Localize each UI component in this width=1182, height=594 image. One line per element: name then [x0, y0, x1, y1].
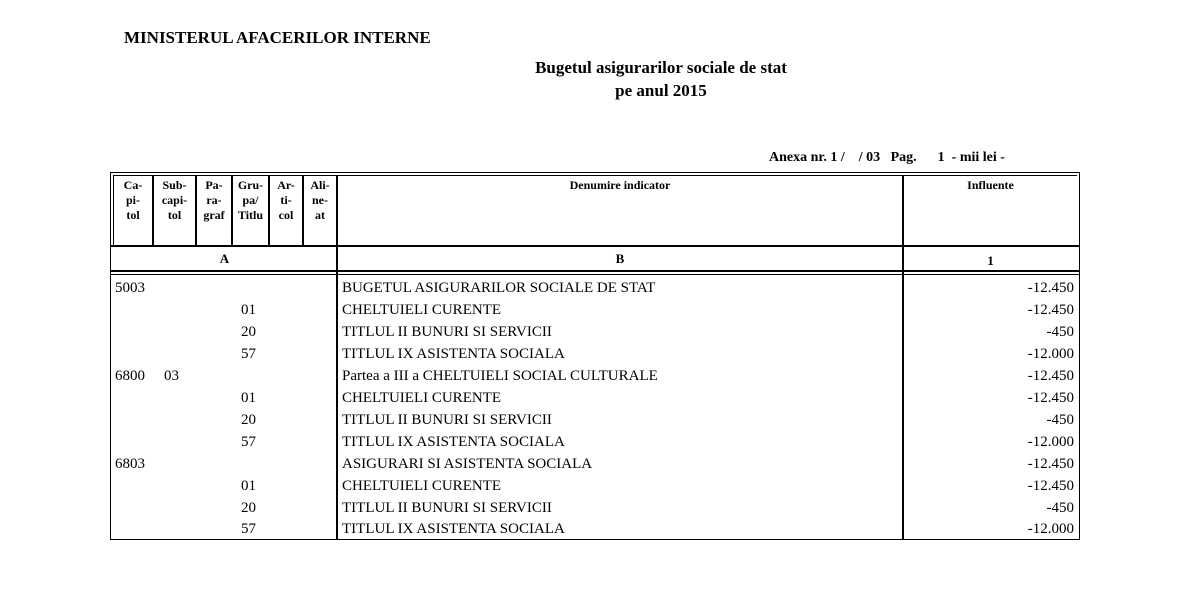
table-row	[0, 478, 1182, 500]
cell-indicator: CHELTUIELI CURENTE	[342, 390, 502, 406]
table-row	[0, 324, 1182, 346]
cell-value: -12.450	[1027, 302, 1074, 318]
cell-capitol: 5003	[115, 280, 145, 296]
cell-indicator: CHELTUIELI CURENTE	[342, 302, 502, 318]
table-row	[0, 390, 1182, 412]
cell-articol: 20	[241, 324, 256, 340]
cell-indicator: Partea a III a CHELTUIELI SOCIAL CULTURALE	[342, 368, 658, 384]
cell-indicator: TITLUL II BUNURI SI SERVICII	[342, 412, 552, 428]
cell-capitol: 6803	[115, 456, 145, 472]
cell-articol: 20	[241, 500, 256, 516]
table-row	[0, 456, 1182, 478]
table-row	[0, 500, 1182, 522]
header-subcapitol: Sub- capi- tol	[161, 178, 188, 222]
document-title: Bugetul asigurarilor sociale de stat	[535, 58, 787, 77]
code-row-divider	[110, 270, 1080, 272]
cell-subcapitol: 03	[164, 368, 179, 384]
cell-articol: 01	[241, 390, 256, 406]
cell-value: -12.000	[1027, 434, 1074, 450]
cell-articol: 01	[241, 302, 256, 318]
cell-articol: 57	[241, 434, 256, 450]
column-code-a: A	[219, 251, 230, 266]
header-articol: Ar- ti- col	[277, 178, 295, 222]
cell-indicator: TITLUL II BUNURI SI SERVICII	[342, 324, 552, 340]
table-row	[0, 302, 1182, 324]
header-grupa: Gru- pa/ Titlu	[237, 178, 264, 222]
cell-indicator: TITLUL IX ASISTENTA SOCIALA	[342, 434, 565, 450]
cell-value: -12.000	[1027, 346, 1074, 362]
cell-indicator: TITLUL IX ASISTENTA SOCIALA	[342, 521, 565, 537]
cell-value: -12.000	[1027, 521, 1074, 537]
document-subtitle: pe anul 2015	[615, 81, 707, 100]
table-row	[0, 412, 1182, 434]
cell-indicator: BUGETUL ASIGURARILOR SOCIALE DE STAT	[342, 280, 656, 296]
header-denumire: Denumire indicator	[569, 178, 671, 192]
header-capitol: Ca- pi- tol	[123, 178, 143, 222]
cell-articol: 57	[241, 521, 256, 537]
header-paragraf: Pa- ra- graf	[203, 178, 225, 222]
cell-articol: 57	[241, 346, 256, 362]
table-row	[0, 280, 1182, 302]
table-row	[0, 521, 1182, 543]
cell-indicator: CHELTUIELI CURENTE	[342, 478, 502, 494]
cell-indicator: ASIGURARI SI ASISTENTA SOCIALA	[342, 456, 593, 472]
header-influente: Influente	[967, 178, 1014, 192]
column-code-b: B	[615, 251, 625, 266]
cell-capitol: 6800	[115, 368, 145, 384]
cell-articol: 01	[241, 478, 256, 494]
ministry-name: MINISTERUL AFACERILOR INTERNE	[124, 28, 431, 47]
table-inner-top-border	[113, 175, 1077, 176]
cell-value: -12.450	[1027, 456, 1074, 472]
cell-value: -12.450	[1027, 280, 1074, 296]
header-aliniat: Ali- ne- at	[310, 178, 330, 222]
cell-value: -12.450	[1027, 368, 1074, 384]
table-row	[0, 434, 1182, 456]
cell-value: -12.450	[1027, 478, 1074, 494]
cell-indicator: TITLUL IX ASISTENTA SOCIALA	[342, 346, 565, 362]
table-row	[0, 368, 1182, 390]
annex-page-info: Anexa nr. 1 / / 03 Pag. 1 - mii lei -	[769, 150, 1005, 165]
header-divider	[110, 245, 1080, 247]
cell-indicator: TITLUL II BUNURI SI SERVICII	[342, 500, 552, 516]
cell-value: -450	[1046, 500, 1074, 516]
cell-value: -450	[1046, 324, 1074, 340]
cell-value: -12.450	[1027, 390, 1074, 406]
column-code-1: 1	[987, 253, 994, 268]
table-row	[0, 346, 1182, 368]
cell-articol: 20	[241, 412, 256, 428]
code-row-divider-2	[110, 274, 1080, 275]
cell-value: -450	[1046, 412, 1074, 428]
